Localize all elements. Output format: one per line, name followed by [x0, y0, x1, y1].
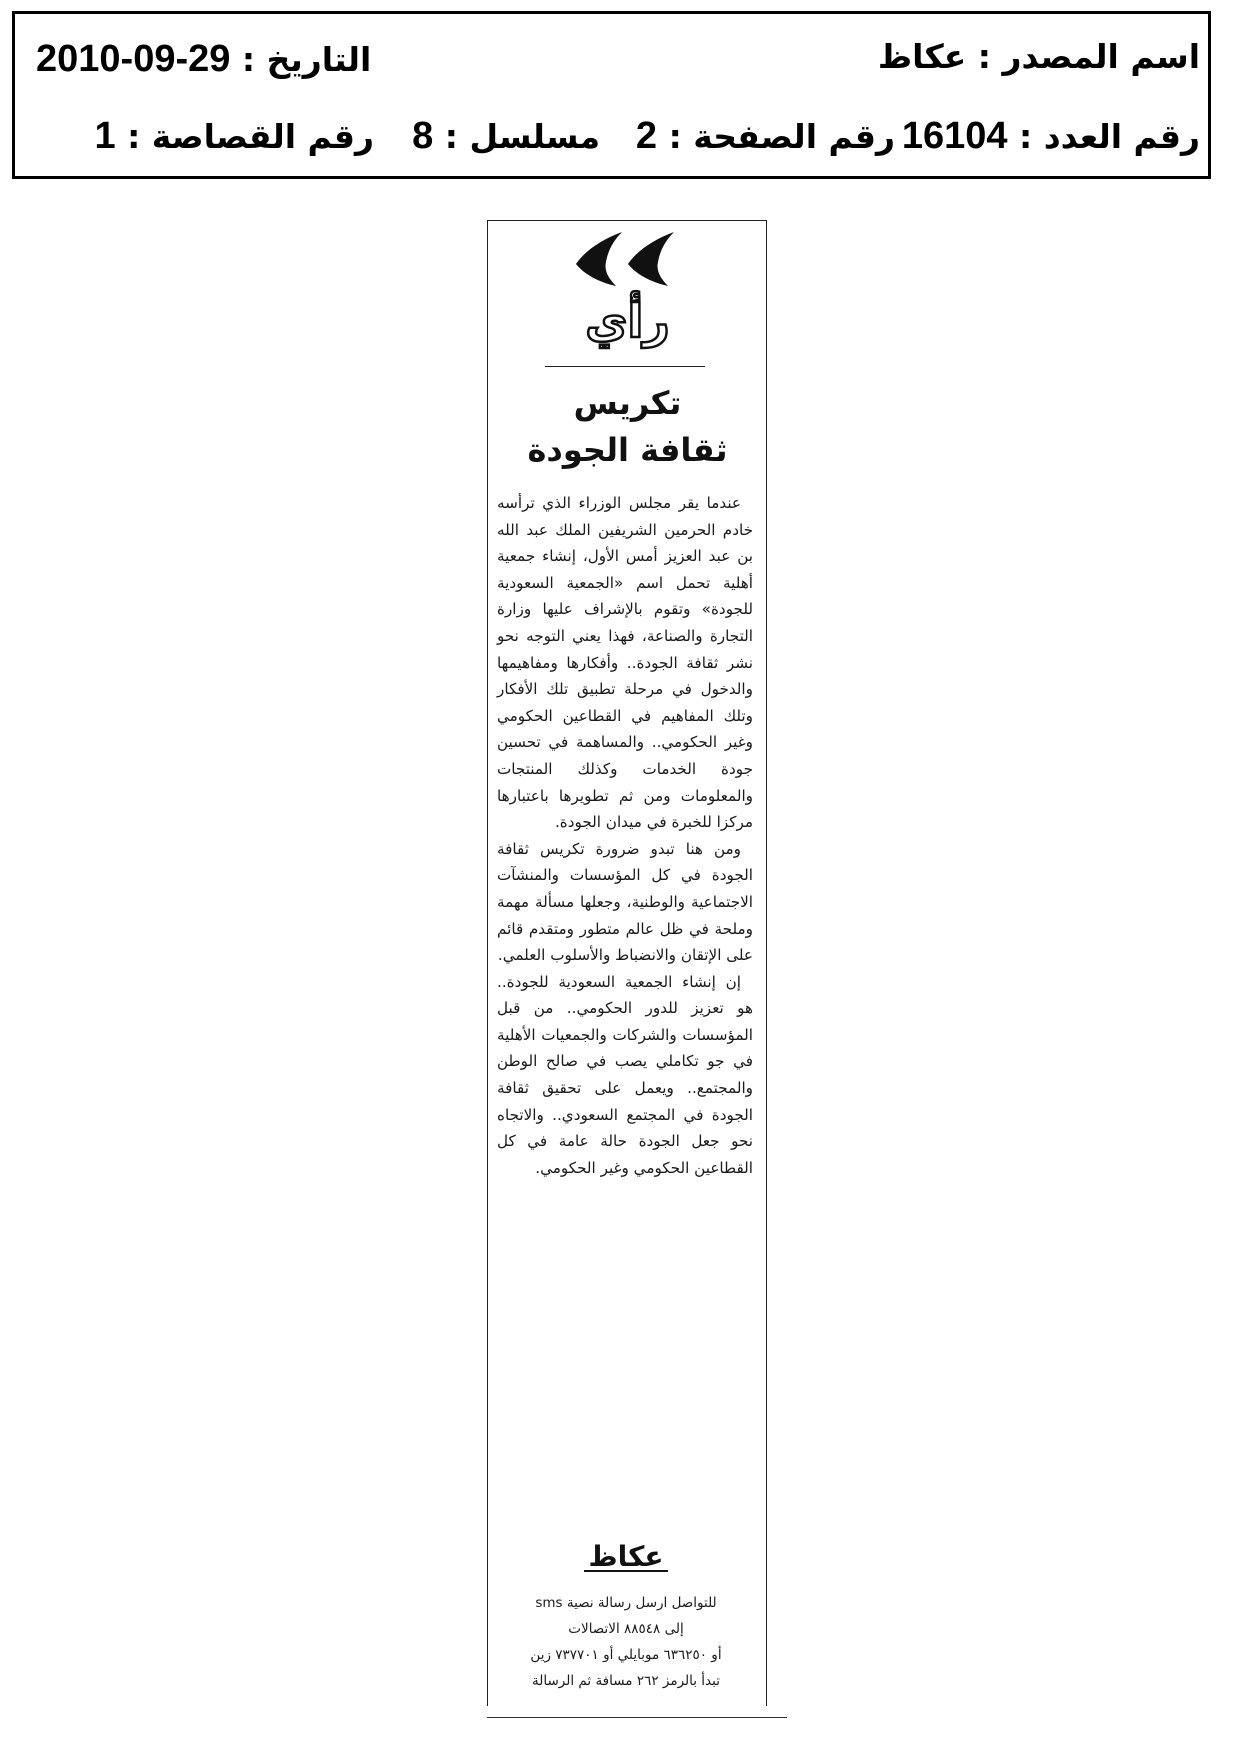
page-label: رقم الصفحة :: [668, 117, 895, 156]
source-field: [877, 37, 1200, 76]
article-title-line-2: ثقافة الجودة: [527, 431, 728, 469]
clip-number-value: 1: [94, 115, 116, 157]
clip-number-field: [94, 117, 374, 155]
issue-field: [902, 117, 1200, 155]
serial-value: 8: [412, 115, 434, 157]
date-field: [36, 40, 371, 78]
source-value: عكاظ: [877, 37, 967, 76]
section-divider: [545, 366, 705, 367]
page-field: [636, 117, 895, 155]
footer-line: تبدأ بالرمز ٢٦٢ مسافة ثم الرسالة: [532, 1673, 720, 1689]
clip-number-label: رقم القصاصة :: [127, 117, 374, 156]
contact-footer: [497, 1590, 755, 1694]
footer-line: إلى ٨٨٥٤٨ الاتصالات: [568, 1621, 684, 1637]
article-paragraph: إن إنشاء الجمعية السعودية للجودة.. هو تعزيز للدور الحكومي.. من قبل المؤسسات والشركات والجمعيات الأهلية في جو تكاملي يصب في صالح الوطن والمجتمع.. ويعمل على تحقيق ثقافة الجودة في المجتمع السعودي.. والاتجاه نحو جعل الجودة حالة عامة في كل القطاعين الحكومي وغير الحكومي.: [497, 972, 753, 1177]
footer-line: للتواصل ارسل رسالة نصية sms: [535, 1595, 717, 1611]
issue-label: رقم العدد :: [1019, 117, 1200, 156]
article-paragraph: ومن هنا تبدو ضرورة تكريس ثقافة الجودة في كل المؤسسات والمنشآت الاجتماعية والوطنية، وجعلها مسألة مهمة وملحة في ظل عالم متطور ومتقدم قائم على الإتقان والانضباط والأسلوب العلمي.: [497, 839, 753, 965]
okaz-logo: [580, 1540, 672, 1574]
page-value: 2: [635, 115, 658, 157]
quotation-marks-icon: [570, 228, 680, 290]
date-label: التاريخ :: [241, 40, 372, 79]
clipping-top-rule: [487, 220, 767, 221]
section-label-opinion: رأي: [585, 294, 670, 348]
article-body: [497, 490, 753, 1181]
footer-line: أو ٦٣٦٢٥٠ موبايلي أو ٧٣٧٧٠١ زين: [530, 1647, 722, 1663]
date-value: 2010-09-29: [36, 38, 231, 80]
article-paragraph: عندما يقر مجلس الوزراء الذي ترأسه خادم الحرمين الشريفين الملك عبد الله بن عبد العزيز أمس الأول، إنشاء جمعية أهلية تحمل اسم «الجمعية السعودية للجودة» وتقوم بالإشراف عليها وزارة التجارة والصناعة، فهذا يعني التوجه نحو نشر ثقافة الجودة.. وأفكارها ومفاهيمها والدخول في مرحلة تطبيق تلك الأفكار وتلك المفاهيم في القطاعين الحكومي وغير الحكومي.. والمساهمة في تحسين جودة الخدمات وكذلك المنتجات والمعلومات ومن ثم تطويرها باعتبارها مركزا للخبرة في ميدان الجودة.: [497, 494, 753, 832]
article-title-line-1: تكريس: [573, 384, 682, 422]
serial-label: مسلسل :: [444, 117, 600, 156]
issue-value: 16104: [901, 115, 1008, 157]
source-label: اسم المصدر :: [977, 37, 1200, 76]
serial-field: [412, 117, 600, 155]
clipping-bottom-rule: [487, 1717, 787, 1718]
svg-text:عكاظ: عكاظ: [588, 1540, 664, 1573]
